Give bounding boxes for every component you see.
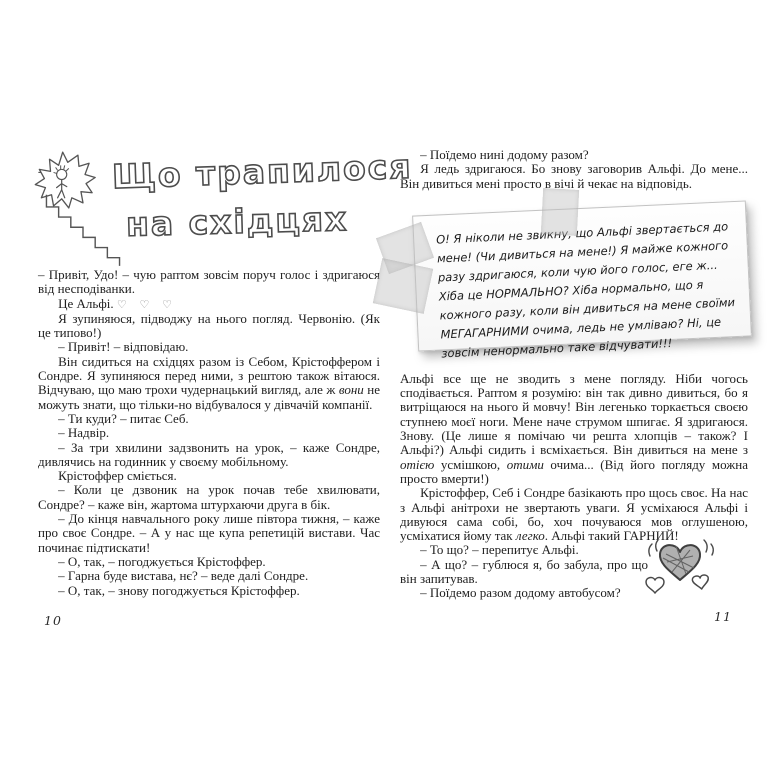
paragraph: – Поїдемо разом додому автобусом? bbox=[420, 585, 621, 601]
paragraph: – Привіт! – відповідаю. bbox=[58, 339, 189, 355]
paragraph: Альфі все ще не зводить з мене погляду. Ніби чогось сподівається. Раптом я розумію: він так дивно дивиться, бо я витріщаюся на нього й мовчу! Він легенько торкається своєю ступнею моєї ноги. Мене наче струмом шпигає. Я здригаюся. Знову. (Це лише я помічаю чи решта хлопців – також? І Альфі?) Альфі сидить і всміхається. Він дивиться на мене з отією усмішкою, отими очима... (Від його погляду можна просто вмерти!) bbox=[400, 370, 748, 486]
page-number-left: 10 bbox=[44, 613, 62, 628]
paragraph: – О, так, – погоджується Крістоффер. bbox=[58, 553, 266, 569]
handwritten-note bbox=[412, 200, 752, 361]
left-page-text bbox=[38, 268, 380, 598]
paragraph: Він сидиться на східцях разом із Себом, Крістоффером і Сондре. Я зупиняюся перед ними, з рештою також вітаюся. Відчуваю, що маю трохи чудернацький вигляд, але ж вони не можуть знати, що тільки-но відбувалося у дівчачій компанії. bbox=[38, 353, 381, 412]
paragraph: – А що? – гублюся я, бо забула, про що він запитував. bbox=[400, 556, 648, 587]
paragraph: – То що? – перепитує Альфі. bbox=[420, 542, 579, 558]
paragraph: – За три хвилини задзвонить на урок, – каже Сондре, дивлячись на годинник у своєму мобільному. bbox=[38, 439, 380, 469]
paragraph: – О, так, – знову погоджується Крістоффер. bbox=[58, 582, 300, 598]
paragraph: – Поїдемо нині додому разом? bbox=[420, 147, 589, 162]
paragraph: – Гарна буде вистава, нє? – веде далі Сондре. bbox=[58, 568, 309, 584]
paragraph: Це Альфі. ♡ ♡ ♡ bbox=[58, 295, 177, 311]
paragraph: – Надвір. bbox=[58, 425, 110, 441]
right-page-bottom-text bbox=[400, 372, 748, 544]
paragraph: Крістоффер, Себ і Сондре базікають про щось своє. На нас з Альфі анітрохи не звертають уваги. Я усміхаюся Альфі і дивуюся сама собі, бо, хоч почуваюся мов оглушеною, усміхатися йому так легко. Альфі такий ГАРНИЙ! bbox=[400, 485, 748, 544]
heart-doodle-icon bbox=[642, 534, 752, 612]
chapter-title-line1: Що трапилося bbox=[111, 146, 414, 197]
chapter-title-line2: на східцях bbox=[125, 199, 349, 244]
page-number-right: 11 bbox=[714, 609, 732, 624]
tape-icon bbox=[541, 188, 579, 236]
paragraph: – До кінця навчального року лише півтора тижня, – каже про своє Сондре. – А у нас ще купа репетицій вистави. Час починає підтискати! bbox=[38, 511, 380, 555]
tape-icon bbox=[373, 258, 433, 314]
handwritten-note-text: О! Я ніколи не звикну, що Альфі звертається до мене! (Чи дивиться на мене!) Я майже кожного разу здригаюся, коли чую його голос, еге ж... Хіба це НОРМАЛЬНО? Хіба нормально, що я кожного разу, коли він дивиться на мене своїми МЕГАГАРНИМИ очима, ледь не умліваю? Ні, це зовсім ненормально таке відчувати!!! bbox=[435, 219, 736, 361]
paragraph: – Ти куди? – питає Себ. bbox=[58, 410, 189, 426]
left-page bbox=[38, 146, 414, 598]
paragraph: – Коли це дзвоник на урок почав тебе хвилювати, Сондре? – каже він, жартома штурхаючи друга в бік. bbox=[38, 482, 380, 512]
paragraph: Крістоффер сміється. bbox=[58, 468, 177, 484]
paragraph: – Привіт, Удо! – чую раптом зовсім поруч голос і здригаюся від несподіванки. bbox=[38, 267, 380, 297]
paragraph: Я ледь здригаюся. Бо знову заговорив Альфі. До мене... Він дивиться мені просто в вічі й чекає на відповідь. bbox=[400, 161, 748, 191]
right-page-top-text bbox=[400, 148, 748, 191]
chapter-header bbox=[38, 146, 414, 268]
paragraph: Я зупиняюся, підводжу на нього погляд. Червонію. (Як це типово!) bbox=[38, 310, 380, 341]
